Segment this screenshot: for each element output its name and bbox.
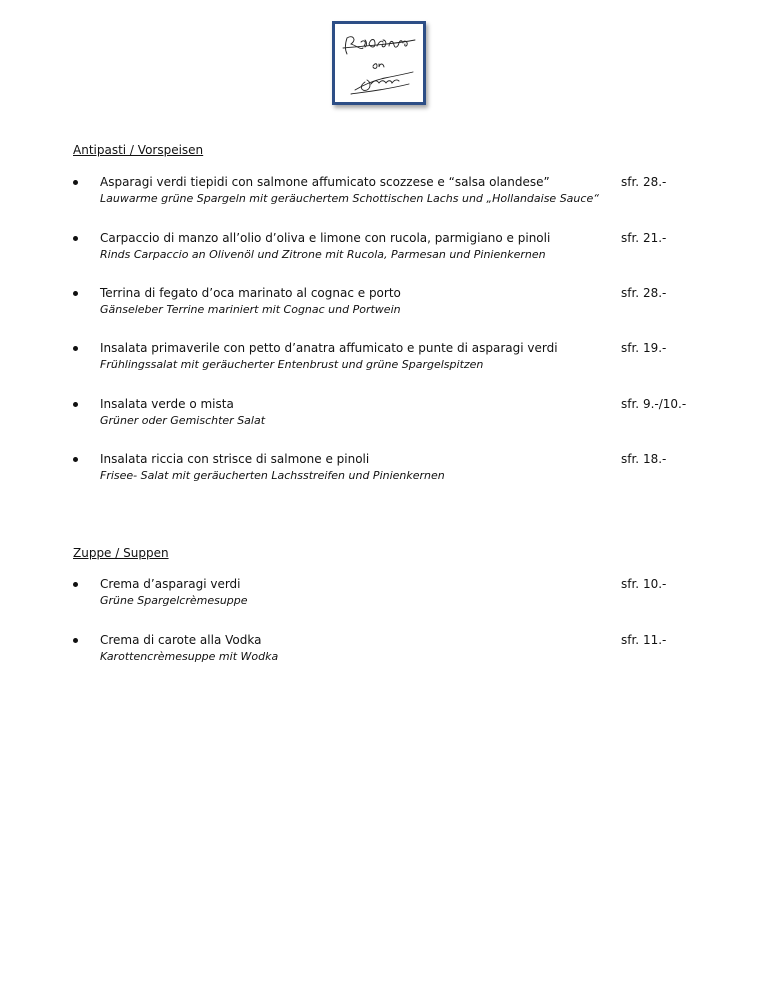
- dish-translation: Karottencrèmesuppe mit Wodka: [100, 650, 279, 663]
- menu-item: [73, 633, 723, 667]
- bullet-icon: [73, 236, 78, 241]
- bullet-icon: [73, 402, 78, 407]
- dish-name: Asparagi verdi tiepidi con salmone affumicato scozzese e “salsa olandese”: [100, 175, 550, 189]
- bullet-icon: [73, 457, 78, 462]
- menu-item: [73, 577, 723, 611]
- menu-item: [73, 341, 723, 375]
- signature-logo-icon: [335, 24, 423, 102]
- bullet-icon: [73, 346, 78, 351]
- dish-translation: Gänseleber Terrine mariniert mit Cognac und Portwein: [100, 303, 401, 316]
- bullet-icon: [73, 582, 78, 587]
- menu-item: [73, 286, 723, 320]
- dish-name: Insalata riccia con strisce di salmone e pinoli: [100, 452, 370, 466]
- bullet-icon: [73, 180, 78, 185]
- dish-price: sfr. 11.-: [621, 633, 667, 647]
- dish-name: Insalata verde o mista: [100, 397, 234, 411]
- section-title-antipasti: Antipasti / Vorspeisen: [73, 143, 204, 157]
- bullet-icon: [73, 291, 78, 296]
- menu-item: [73, 452, 723, 486]
- dish-translation: Frühlingssalat mit geräucherter Entenbrust und grüne Spargelspitzen: [100, 358, 484, 371]
- menu-item: [73, 231, 723, 265]
- dish-price: sfr. 28.-: [621, 286, 667, 300]
- bullet-icon: [73, 638, 78, 643]
- dish-price: sfr. 19.-: [621, 341, 667, 355]
- dish-translation: Grüner oder Gemischter Salat: [100, 414, 266, 427]
- dish-name: Carpaccio di manzo all’olio d’oliva e limone con rucola, parmigiano e pinoli: [100, 231, 551, 245]
- dish-name: Crema d’asparagi verdi: [100, 577, 241, 591]
- menu-item: [73, 397, 723, 431]
- section-title-zuppe: Zuppe / Suppen: [73, 546, 169, 560]
- dish-price: sfr. 21.-: [621, 231, 667, 245]
- dish-price: sfr. 18.-: [621, 452, 667, 466]
- dish-translation: Grüne Spargelcrèmesuppe: [100, 594, 248, 607]
- dish-name: Terrina di fegato d’oca marinato al cognac e porto: [100, 286, 401, 300]
- restaurant-logo: [332, 21, 426, 105]
- menu-item: [73, 175, 723, 209]
- dish-price: sfr. 28.-: [621, 175, 667, 189]
- dish-translation: Rinds Carpaccio an Olivenöl und Zitrone mit Rucola, Parmesan und Pinienkernen: [100, 248, 546, 261]
- dish-name: Crema di carote alla Vodka: [100, 633, 262, 647]
- dish-translation: Lauwarme grüne Spargeln mit geräuchertem Schottischen Lachs und „Hollandaise Sauce“: [100, 192, 599, 205]
- dish-price: sfr. 9.-/10.-: [621, 397, 687, 411]
- dish-translation: Frisee- Salat mit geräucherten Lachsstreifen und Pinienkernen: [100, 469, 445, 482]
- dish-price: sfr. 10.-: [621, 577, 667, 591]
- dish-name: Insalata primaverile con petto d’anatra affumicato e punte di asparagi verdi: [100, 341, 558, 355]
